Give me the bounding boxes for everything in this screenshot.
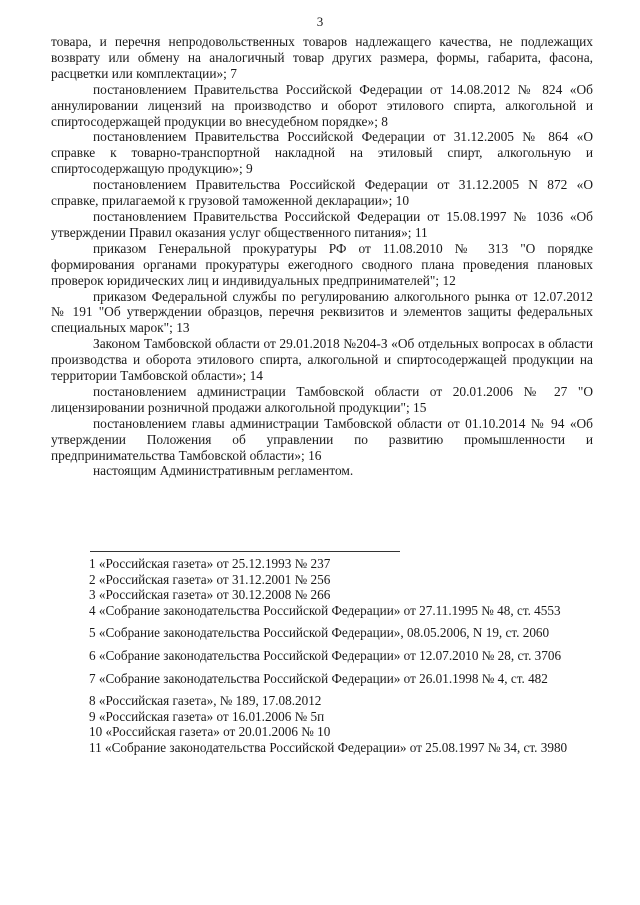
footnote-item: 9 «Российская газета» от 16.01.2006 № 5п: [89, 708, 325, 724]
body-paragraph: постановлением Правительства Российской Федерации от 31.12.2005 N 872 «О справке, прилагаемой к грузовой таможенной декларации»; 10: [51, 177, 593, 209]
footnote-item: 3 «Российская газета» от 30.12.2008 № 266: [89, 587, 331, 603]
footnotes-list: [51, 556, 593, 756]
body-paragraph: Законом Тамбовской области от 29.01.2018 №204-З «Об отдельных вопросах в области производства и оборота этилового спирта, алкогольной и спиртосодержащей продукции на территории Тамбовской области»; 14: [51, 336, 593, 384]
body-paragraph: приказом Федеральной службы по регулированию алкогольного рынка от 12.07.2012 № 191 "Об утверждении образцов, перечня реквизитов и элементов защиты федеральных специальных марок"; 13: [51, 288, 593, 336]
body-paragraph: постановлением Правительства Российской Федерации от 14.08.2012 № 824 «Об аннулировании лицензий на производство и оборот этилового спирта, алкогольной и спиртосодержащей продукции во внесудебном порядке»; 8: [51, 81, 593, 129]
footnote-item: 1 «Российская газета» от 25.12.1993 № 237: [89, 556, 331, 571]
regulation-body-text: [51, 34, 593, 479]
footnote-item: 5 «Собрание законодательства Российской Федерации», 08.05.2006, N 19, ст. 2060: [89, 625, 550, 641]
footnote-item: 2 «Российская газета» от 31.12.2001 № 256: [89, 571, 331, 587]
body-paragraph: товара, и перечня непродовольственных товаров надлежащего качества, не подлежащих возврату или обмену на аналогичный товар других размера, формы, габарита, фасона, расцветки или комплектации»; 7: [51, 34, 593, 81]
page-number: 3: [316, 14, 324, 29]
body-paragraph: настоящим Административным регламентом.: [93, 463, 354, 479]
body-paragraph: постановлением Правительства Российской Федерации от 15.08.1997 № 1036 «Об утверждении Правил оказания услуг общественного питания»; 11: [51, 208, 593, 240]
body-paragraph: постановлением администрации Тамбовской области от 20.01.2006 № 27 "О лицензировании розничной продажи алкогольной продукции"; 15: [51, 383, 593, 415]
footnote-item: 6 «Собрание законодательства Российской Федерации» от 12.07.2010 № 28, ст. 3706: [89, 647, 562, 663]
body-paragraph: постановлением главы администрации Тамбовской области от 01.10.2014 № 94 «Об утверждении Положения об управлении по развитию промышленности и предпринимательства Тамбовской области»; 16: [51, 415, 593, 463]
body-paragraph: постановлением Правительства Российской Федерации от 31.12.2005 № 864 «О справке к товарно-транспортной накладной на этиловый спирт, алкогольную и спиртосодержащую продукцию»; 9: [51, 129, 593, 177]
footnote-item: 7 «Собрание законодательства Российской Федерации» от 26.01.1998 № 4, ст. 482: [89, 670, 548, 686]
footnote-item: 10 «Российская газета» от 20.01.2006 № 10: [89, 724, 331, 740]
footnote-item: 4 «Собрание законодательства Российской Федерации» от 27.11.1995 № 48, ст. 4553: [89, 602, 561, 618]
footnote-separator: [90, 551, 400, 552]
footnote-item: 8 «Российская газета», № 189, 17.08.2012: [89, 693, 322, 709]
footnote-item: 11 «Собрание законодательства Российской Федерации» от 25.08.1997 № 34, ст. 3980: [89, 739, 568, 755]
body-paragraph: приказом Генеральной прокуратуры РФ от 11.08.2010 № 313 "О порядке формирования органами прокуратуры ежегодного сводного плана проведения плановых проверок юридических лиц и индивидуальных предпринимателей"; 12: [51, 240, 593, 288]
